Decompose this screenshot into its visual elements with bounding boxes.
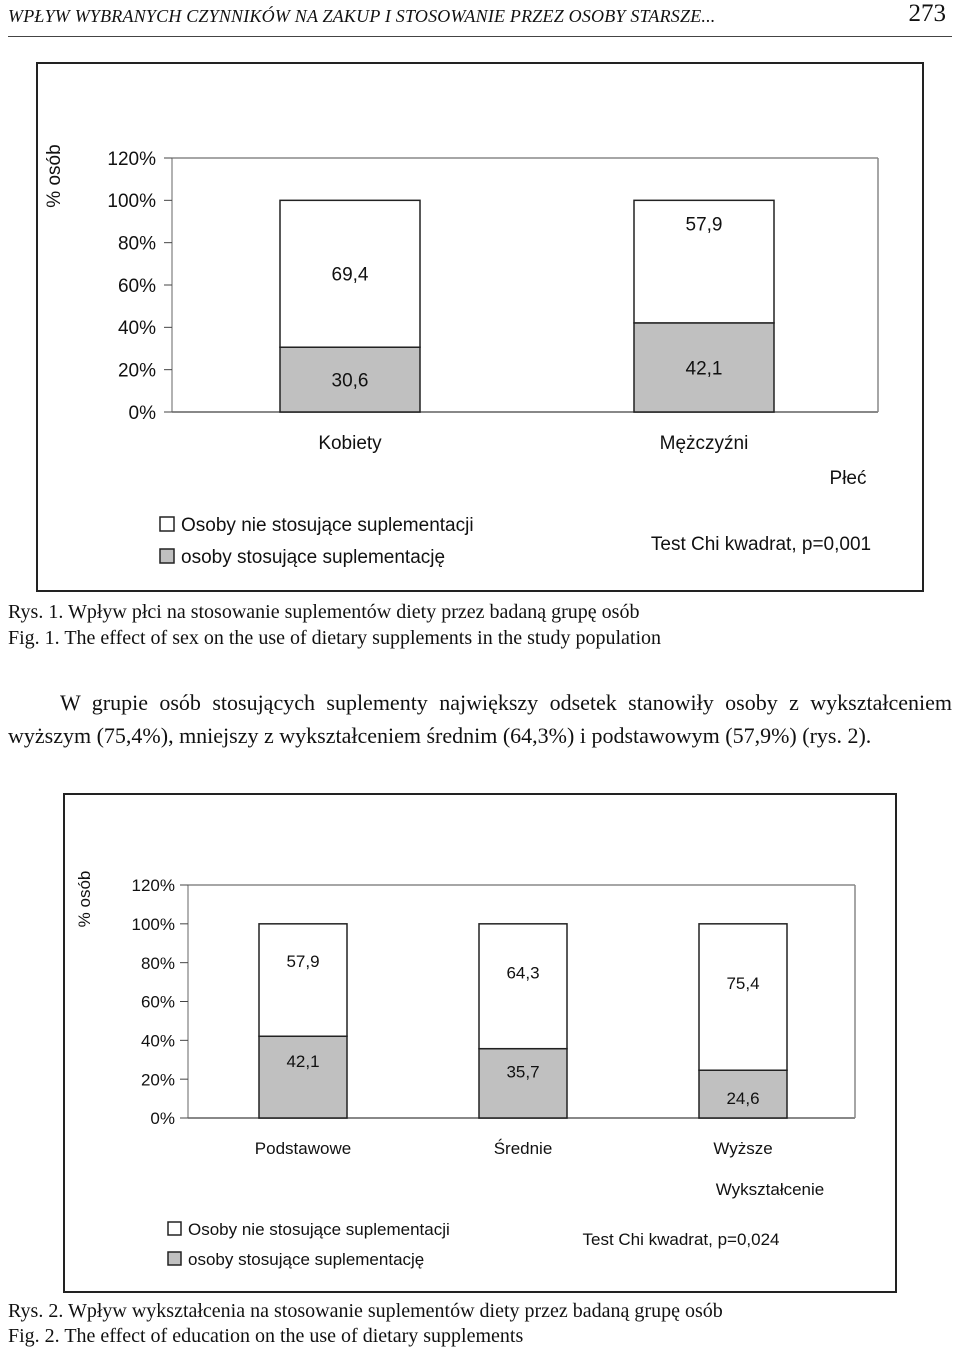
figure-2-caption-en: Fig. 2. The effect of education on the use of dietary supplements [8, 1325, 524, 1347]
figure-1-svg [38, 64, 922, 590]
y-tick-label: 100% [107, 191, 156, 213]
bar-using-segment [479, 1049, 567, 1118]
legend-not-using-swatch [168, 1222, 181, 1235]
data-label-using: 42,1 [286, 1052, 320, 1072]
y-tick-label: 0% [150, 1109, 175, 1129]
running-header [8, 0, 952, 37]
y-tick-label: 40% [117, 318, 156, 340]
y-tick-label: 80% [117, 233, 156, 255]
y-tick-label: 120% [107, 148, 156, 170]
legend-not-using-label: Osoby nie stosujące suplementacji [181, 515, 474, 536]
bar-using-segment [259, 1036, 347, 1118]
figure-1-chart [36, 62, 924, 592]
legend-using-swatch [160, 549, 174, 563]
y-tick-label: 80% [140, 953, 175, 973]
legend-not-using-label: Osoby nie stosujące suplementacji [188, 1220, 450, 1239]
bar-not-using-segment [479, 924, 567, 1049]
x-category-label: Wyższe [713, 1139, 773, 1158]
y-tick-label: 60% [140, 992, 175, 1012]
statistical-test-annotation: Test Chi kwadrat, p=0,024 [582, 1230, 780, 1249]
body-paragraph-text: W grupie osób stosujących suplementy największy odsetek stanowiły osoby z wykształceniem wyższym (75,4%), mniejszy z wykształceniem średnim (64,3%) i podstawowym (57,9%) (rys. 2). [8, 690, 952, 748]
figure-1-caption-pl: Rys. 1. Wpływ płci na stosowanie suplementów diety przez badaną grupę osób [8, 601, 640, 623]
figure-2-svg [65, 795, 895, 1291]
y-tick-label: 60% [117, 275, 156, 297]
data-label-using: 24,6 [726, 1089, 760, 1109]
x-category-label: Średnie [493, 1139, 553, 1158]
running-header-title: WPŁYW WYBRANYCH CZYNNIKÓW NA ZAKUP I STOSOWANIE PRZEZ OSOBY STARSZE... [8, 6, 716, 26]
y-axis-title: % osób [44, 144, 65, 208]
legend-not-using-swatch [160, 517, 174, 531]
data-label-not-using: 57,9 [685, 214, 723, 236]
y-tick-label: 20% [117, 360, 156, 382]
y-axis-title: % osób [75, 870, 94, 928]
data-label-not-using: 64,3 [506, 963, 540, 983]
statistical-test-annotation: Test Chi kwadrat, p=0,001 [650, 534, 872, 555]
y-tick-label: 40% [140, 1031, 175, 1051]
y-tick-label: 0% [128, 402, 156, 424]
data-label-not-using: 69,4 [331, 264, 369, 286]
legend-using-label: osoby stosujące suplementację [188, 1250, 425, 1269]
y-tick-label: 20% [140, 1070, 175, 1090]
figure-1-caption-en: Fig. 1. The effect of sex on the use of dietary supplements in the study population [8, 627, 662, 649]
legend-using-label: osoby stosujące suplementację [181, 547, 446, 568]
figure-2-caption-pl: Rys. 2. Wpływ wykształcenia na stosowanie suplementów diety przez badaną grupę osób [8, 1300, 723, 1322]
x-category-label: Kobiety [318, 433, 382, 454]
data-label-not-using: 75,4 [726, 974, 760, 994]
bar-not-using-segment [699, 924, 787, 1070]
x-axis-title: Wykształcenie [715, 1180, 825, 1199]
figure-2-chart [63, 793, 897, 1293]
page-number: 273 [908, 0, 946, 27]
data-label-not-using: 57,9 [286, 952, 320, 972]
y-tick-label: 100% [131, 914, 175, 934]
data-label-using: 30,6 [331, 370, 369, 392]
y-tick-label: 120% [131, 876, 175, 896]
x-category-label: Podstawowe [254, 1139, 352, 1158]
data-label-using: 42,1 [685, 358, 723, 380]
data-label-using: 35,7 [506, 1062, 540, 1082]
x-axis-title: Płeć [829, 468, 867, 489]
bar-not-using-segment [259, 924, 347, 1036]
legend-using-swatch [168, 1252, 181, 1265]
x-category-label: Mężczyźni [659, 433, 749, 454]
body-paragraph [8, 686, 952, 752]
